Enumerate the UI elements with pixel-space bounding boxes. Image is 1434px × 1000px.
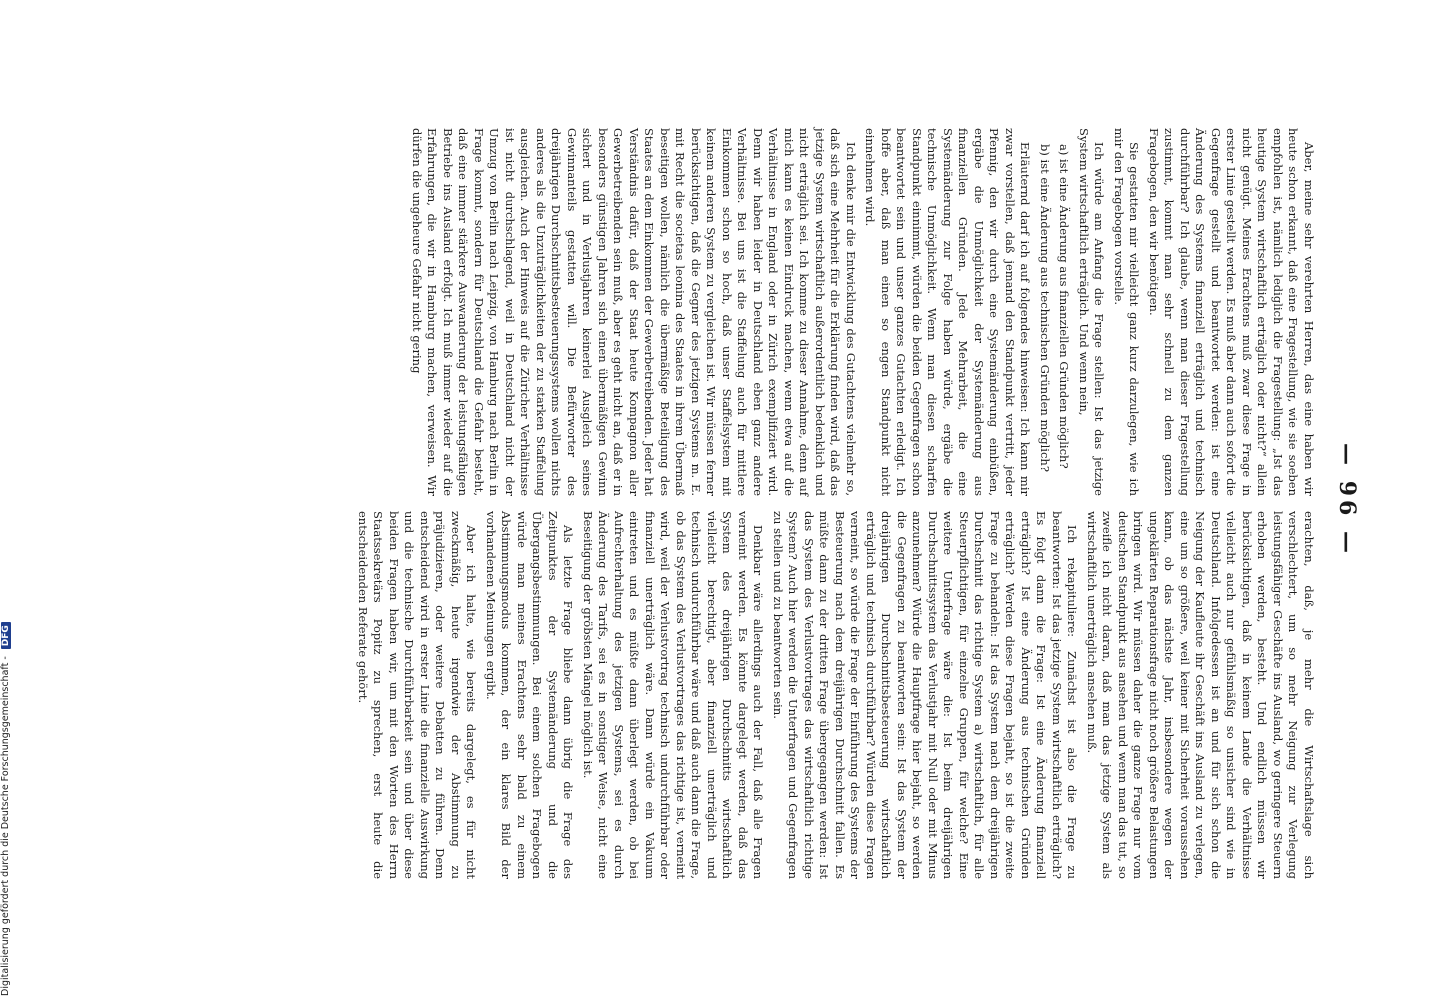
- paragraph: a) ist eine Änderung aus finanziellen Gründen möglich?: [1057, 144, 1072, 469]
- document-page: [116, 0, 1434, 1000]
- digitization-credit: [0, 622, 11, 996]
- paragraph: erachten, daß, je mehr die Wirtschaftslage sich verschlechtert, um so mehr Neigung zur Verlegung leistungsfähiger Geschäfte ins Ausland, wo geringere Steuern erhoben werden, besteht. Und endlich müssen wir berücksichtigen, daß in keinem Lande die Verhältnisse vielleicht auch nur gefühlsmäßig so unsicher sind wie in Deutschland. Infolgedessen ist an und für sich schon die Neigung der Kaufleute ihr Geschäft ins Ausland zu verlegen, eine um so größere, weil keiner mit Sicherheit voraussehen kann, ob das nächste Jahr, insbesondere wegen der ungeklärten Reparationsfrage nicht noch größere Belastungen bringen wird. Wir müssen daher die ganze Frage nur vom deutschen Standpunkt aus ansehen und wenn man das tut, so zweifle ich nicht daran, daß man das jetzige System als wirtschaftlich unerträglich ansehen muß.: [1085, 511, 1316, 879]
- right-text-column: [355, 511, 1317, 879]
- paragraph: Sie gestatten mir vielleicht ganz kurz darzulegen, wie ich mir den Fragebogen vorstelle.: [1112, 128, 1142, 496]
- paragraph: Erläuternd darf ich auf folgendes hinweisen: Ich kann mir zwar vorstellen, daß jemand den Standpunkt vertritt, jeder Pfennig, den wir durch eine Systemänderung einbüßen, ergäbe die Unmöglichkeit der Systemänderung aus finanziellen Gründen. Jede Mehrarbeit, die eine Systemänderung zur Folge haben würde, ergäbe die technische Unmöglichkeit. Wenn man diesen scharfen Standpunkt einnimmt, würden die beiden Gegenfragen schon beantwortet sein und unser ganzes Gutachten erledigt. Ich hoffe aber, daß man einen so engen Standpunkt nicht einnehmen wird.: [863, 128, 1033, 496]
- paragraph: Ich denke mir die Entwicklung des Gutachtens vielmehr so, daß sich eine Mehrheit für die Erklärung finden wird, daß das jetzige System wirtschaftlich außerordentlich bedenklich und nicht erträglich sei. Ich komme zu dieser Annahme, denn auf mich kann es keinen Eindruck machen, wenn etwa auf die Verhältnisse in England oder in Zürich exemplifiziert wird. Denn wir haben leider in Deutschland eben ganz andere Verhältnisse. Bei uns ist die Staffelung auch für mittlere Einkommen schon so hoch, daß unser Staffelsystem mit keinem anderen System zu vergleichen ist. Wir müssen ferner berücksichtigen, daß die Gegner des jetzigen Systems m. E. mit Recht die societas leonina des Staates in ihrem Übermaß beseitigen wollen, nämlich die übermäßige Beteiligung des Staates an dem Einkommen der Gewerbetreibenden. Jeder hat Verständnis dafür, daß der Staat heute Kompagnon aller Gewerbetreibenden sein muß, aber es geht nicht an, daß er in besonders günstigen Jahren sich einen übermäßigen Gewinn sichert und in Verlustjahren keinerlei Ausgleich seines Gewinnanteils gestatten will. Die Befürworter des dreijährigen Durchschnittsbesteuerungssystems wollen nichts anderes als die Unzuträglichkeiten der zu starken Staffelung ausgleichen. Auch der Hinweis auf die Züricher Verhältnisse ist nicht durchschlagend, weil in Deutschland nicht der Umzug von Berlin nach Leipzig, von Hamburg nach Berlin in Frage kommt, sondern für Deutschland die Gefahr besteht, daß eine immer stärkere Auswanderung der leistungsfähigen Betriebe ins Ausland erfolgt. Ich muß immer wieder auf die Erfahrungen, die wir in Hamburg machen, verweisen. Wir dürfen die ungeheure Gefahr nicht gering: [410, 128, 858, 496]
- dfg-logo: DFG: [1, 622, 11, 649]
- credit-text: Digitalisierung gefördert durch die Deutsche Forschungsgemeinschaft -: [0, 656, 11, 996]
- left-text-column: [409, 128, 1317, 496]
- paragraph: b) ist eine Änderung aus technischen Gründen möglich?: [1038, 144, 1052, 472]
- paragraph: Ich würde am Anfang die Frage stellen: Ist das jetzige System wirtschaftlich erträglich. Und wenn nein,: [1077, 128, 1107, 496]
- paragraph: Als letzte Frage bliebe dann übrig die Frage des Zeitpunktes der Systemänderung und die Übergangsbestimmungen. Bei einem solchen Fragebogen würde man meines Erachtens sehr bald zu einem Abstimmungsmodus kommen, der ein klares Bild der vorhandenen Meinungen ergibt.: [484, 511, 576, 879]
- rotated-page-wrapper: [116, 0, 1434, 1000]
- paragraph: Aber, meine sehr verehrten Herren, das eine haben wir heute schon erkannt, daß eine Fragestellung, wie sie soeben empfohlen ist, nämlich lediglich die Fragestellung: „Ist das heutige System wirtschaftlich erträglich oder nicht?“ allein nicht genügt. Meines Erachtens muß zwar diese Frage in erster Linie gestellt werden. Es muß aber dann auch sofort die Gegenfrage gestellt und beantwortet werden: ist eine Änderung des Systems finanziell erträglich und technisch durchführbar? Ich glaube, wenn man dieser Fragestellung zustimmt, kommt man sehr schnell zu dem ganzen Fragebogen, den wir benötigen.: [1147, 128, 1316, 496]
- paragraph: Aber ich halte, wie bereits dargelegt, es für nicht zweckmäßig, heute irgendwie der Abstimmung zu präjudizieren, oder weitere Debatten zu führen. Denn entscheidend wird in erster Linie die finanzielle Auswirkung und die technische Durchführbarkeit sein und über diese beiden Fragen haben wir, um mit den Worten des Herrn Staatssekretärs Popitz zu sprechen, erst heute die entscheidenden Referate gehört.: [356, 511, 479, 879]
- page-number: — 96 —: [1334, 443, 1360, 557]
- paragraph: Ich rekapituliere: Zunächst ist also die Frage zu beantworten: Ist das jetzige System wirtschaftlich erträglich? Es folgt dann die Frage: Ist eine Änderung finanziell erträglich? Ist eine Änderung aus technischen Gründen erträglich? Werden diese Fragen bejaht, so ist die zweite Frage zu behandeln: Ist das System nach dem dreijährigen Durchschnitt das richtige System a) wirtschaftlich, für alle Steuerpflichtigen, für einzelne Gruppen, für welche? Eine weitere Unterfrage wäre die: Ist beim dreijährigen Durchschnittssystem das Verlustjahr mit Null oder mit Minus anzunehmen? Würde die Hauptfrage hier bejaht, so werden die Gegenfragen zu beantworten sein: Ist das System der dreijährigen Durchschnittsbesteuerung wirtschaftlich erträglich und technisch durchführbar? Würden diese Fragen verneint, so würde die Frage der Einführung des Systems der Besteuerung nach dem dreijährigen Durchschnitt fallen. Es müßte dann zu der dritten Frage übergegangen werden: Ist das System des Verlustvortrages das wirtschaftlich richtige System? Auch hier werden die Unterfragen und Gegenfragen zu stellen und zu beantworten sein.: [771, 511, 1080, 879]
- paragraph: Denkbar wäre allerdings auch der Fall, daß alle Fragen verneint werden. Es könnte dargelegt werden, daß das System des dreijährigen Durchschnitts wirtschaftlich vielleicht berechtigt, aber finanziell unerträglich und technisch undurchführbar wäre und daß auch dann die Frage, ob das System des Verlustvortrages das richtige ist, verneint wird, weil der Verlustvortrag technisch undurchführbar oder finanziell unerträglich wäre. Dann würde ein Vakuum eintreten und es müßte dann überlegt werden, ob bei Aufrechterhaltung des jetzigen Systems, sei es durch Änderung des Tarifs, sei es in sonstiger Weise, nicht eine Beseitigung der gröbsten Mängel möglich ist.: [581, 511, 766, 879]
